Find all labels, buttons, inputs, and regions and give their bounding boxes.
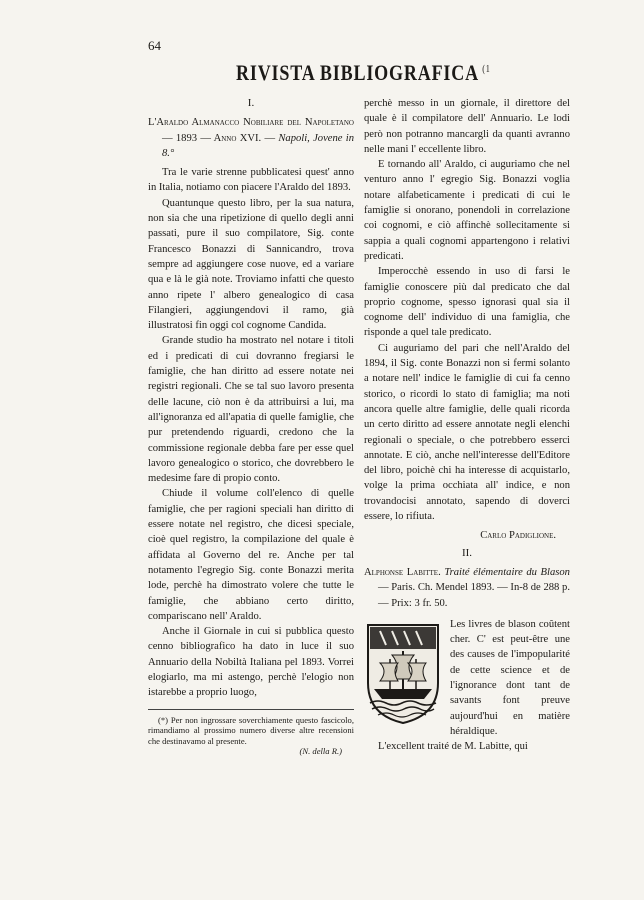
citation-1-publisher: Napoli, Jovene in 8.°: [162, 132, 355, 159]
paragraph-4: Chiude il volume coll'elenco di quelle famiglie, che per ragioni speciali han diritto di essere notate nel registro, che dicesi speciale, cioè quel registro, la compilazione del quale è affidata al Governo del re. Anche per tal notamento l'egregio Sig. conte Bonazzi merita lode, perchè ha dimostrato volere che tutte le famiglie, che abbiano certo diritto, compariscano nell' Araldo.: [148, 488, 354, 622]
paragraph-5: Anche il Giornale in cui si pubblica questo cenno bibliografico ha dato in luce il suo Annuario della Nobiltà Italiana pel 1893. Vorrei elogiarlo, ma mi astengo, perchè l'elogio non istarebbe a proprio luogo,: [148, 626, 354, 699]
section-1-numeral: I.: [247, 97, 255, 109]
paragraph-1: Tra le varie strenne pubblicatesi quest' anno in Italia, notiamo con piacere l'Araldo del 1893.: [148, 167, 354, 194]
paragraph-6: perchè messo in un giornale, il direttore del quale è il compilatore dell' Annuario. Le lodi però non potranno mancargli da quanti avranno nelle mani l' eccellente libro.: [364, 98, 570, 155]
footnote-signature: (N. della R.): [299, 746, 342, 757]
citation-1-title: L'Araldo Almanacco Nobiliare del Napoletano — 1893 — Anno XVI. —: [148, 117, 354, 144]
right-column: [364, 96, 570, 754]
page-number: 64: [148, 38, 161, 53]
citation-2-author: Alphonse Labitte.: [364, 566, 441, 578]
section-2-citation: [364, 565, 570, 611]
paragraph-2: Quantunque questo libro, per la sua natura, non sia che una ripetizione di quello degli anni passati, pure il suo compilatore, Sig. conte Francesco Bonazzi di Sannicandro, trova sempre ad aggiungere cose nuove, ed a variare qua e là le già note. Troviamo infatti che questo anno ripete l' albero genealogico di casa Filangieri, aggiungendovi il ramo, già illustratosi fin oggi col cognome Candida.: [148, 197, 354, 332]
paragraph-8: Imperocchè essendo in uso di farsi le famiglie conoscere più dal predicato che dal proprio cognome, spesso ignorasi qual sia il cognome dell' individuo di una famiglia, che risponde a quel tale predicato.: [364, 266, 570, 339]
footnote: [148, 709, 354, 757]
paragraph-last: L'excellent traité de M. Labitte, qui: [378, 741, 528, 753]
page-title: [236, 60, 491, 86]
paragraph-7: E tornando all' Araldo, ci auguriamo che nel venturo anno l' egregio Sig. Bonazzi voglia notare alfabeticamente i predicati di cui le famiglie si onorano, ponendoli in correlazione coi cognomi, e ciò affinchè sollecitamente si sappia a quali cognomi appartengono i relativi predicati.: [364, 159, 570, 262]
title-footnote-mark: (1: [482, 63, 491, 75]
footnote-text: (*) Per non ingrossare soverchiamente questo fascicolo, rimandiamo al prossimo numero diverse altre recensioni che destinavamo al presente.: [148, 714, 354, 746]
paragraph-3: Grande studio ha mostrato nel notare i titoli ed i predicati di cui dovranno fregiarsi le famiglie, che han diritto ad essere notate nei registri regionali. Che se tal suo lavoro presenta delle lacune, ciò non è da attribuirsi a lui, ma all'ignoranza ed all'apatia di quelle famiglie, che pur pretendendo riguardi, credono che la commissione regionale debba fare per esse quel lavoro genealogico o storico, che dovrebbero le medesime fare di propio conto.: [148, 335, 354, 485]
crest-block: [364, 617, 570, 739]
title-text: RIVISTA BIBLIOGRAFICA: [236, 60, 479, 85]
ship-crest-icon: [364, 619, 442, 725]
citation-2-details: — Paris. Ch. Mendel 1893. — In-8 de 288 p. — Prix: 3 fr. 50.: [378, 582, 570, 609]
section-2-numeral: II.: [461, 546, 473, 559]
author-signature: Carlo Padiglione.: [480, 530, 556, 542]
citation-2-title: Traité élémentaire du Blason: [444, 566, 570, 578]
crest-paragraph: Les livres de blason coûtent cher. C' est peut-être une des causes de l'impopularité de cette science et de l'ignorance dont tant de savants font preuve aujourd'hui en matière héraldique.: [450, 618, 570, 737]
section-1-citation: [148, 115, 354, 161]
left-column: [148, 96, 354, 757]
paragraph-9: Ci auguriamo del pari che nell'Araldo del 1894, il Sig. conte Bonazzi non si fermi solanto a notare nell' indice le famiglie di cui fa cenno storico, o ricordi lo stato di famiglia; ma noti ancora quelle altre famiglie, delle quali ricorda un certo diritto ad essere annotate negli elenchi regionali o speciale, o che potrebbero esserci annotate. E ciò, anche nell'interesse dell'Editore del libro, poichè chi ha interesse di acquistarlo, volge la prima occhiata all' indice, e non trovandocisi annotato, sapendo di doverci essere, lo rifiuta.: [364, 342, 570, 523]
